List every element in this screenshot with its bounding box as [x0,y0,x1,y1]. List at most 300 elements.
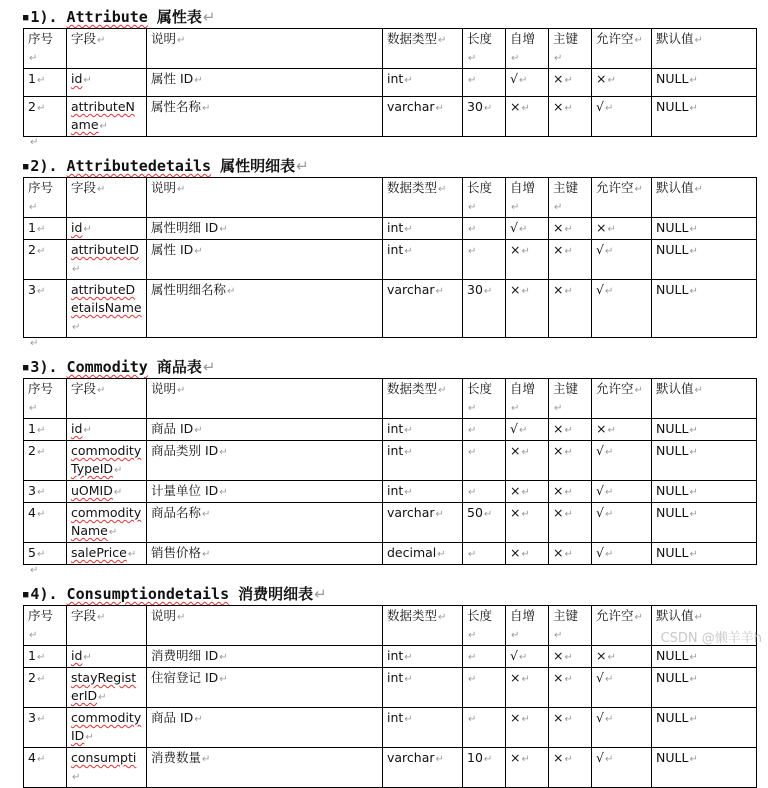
header-label: 主键 [553,31,579,46]
cell-value: 商品 ID [151,710,194,725]
table-header-row [24,178,757,218]
return-mark-icon: ↵ [114,465,123,476]
return-mark-icon: ↵ [438,184,447,195]
return-mark-icon: ↵ [113,487,123,498]
return-mark-icon: ↵ [564,447,573,458]
cell-value: √ [510,648,518,663]
cell-value: NULL [656,71,689,86]
return-mark-icon: ↵ [36,487,46,498]
cell-default [652,748,757,788]
header-cell [652,29,757,69]
return-mark-icon: ↵ [689,425,698,436]
cell-default [652,668,757,708]
cell-value: × [510,710,521,725]
header-cell [383,29,463,69]
cell-value: int [387,220,404,235]
return-mark-icon: ↵ [194,75,203,86]
cell-value: NULL [656,443,689,458]
cell-value: NULL [656,710,689,725]
header-cell [67,29,147,69]
return-mark-icon: ↵ [694,612,703,623]
return-mark-icon: ↵ [202,549,211,560]
return-mark-icon: ↵ [694,35,703,46]
return-mark-icon: ↵ [689,103,698,114]
header-label: 允许空 [596,180,634,195]
cell-value: √ [510,71,518,86]
return-mark-icon: ↵ [36,754,46,765]
return-mark-icon: ↵ [468,53,477,64]
header-label: 数据类型 [387,381,438,396]
return-mark-icon: ↵ [468,425,477,436]
cell-value: 2 [28,670,36,685]
section-title [23,583,768,605]
return-mark-icon: ↵ [694,385,703,396]
cell-nullable [592,218,652,240]
cell-auto [506,543,549,565]
header-label: 字段 [71,31,97,46]
return-mark-icon: ↵ [194,425,203,436]
cell-value: 30 [467,99,483,114]
return-mark-icon: ↵ [689,75,698,86]
cell-no [24,240,67,280]
header-label: 序号 [28,381,54,396]
return-mark-icon: ↵ [554,53,563,64]
return-mark-icon: ↵ [604,447,614,458]
header-label: 主键 [553,180,579,195]
cell-pk [549,419,592,441]
cell-desc [147,503,383,543]
return-mark-icon: ↵ [202,509,211,520]
header-cell [549,379,592,419]
return-mark-icon: ↵ [219,674,228,685]
cell-value: × [510,545,521,560]
return-mark-icon: ↵ [314,585,327,603]
cell-value: × [553,670,564,685]
table-row [24,419,757,441]
paragraph-mark [30,338,768,350]
cell-value: NULL [656,421,689,436]
cell-value: 属性明细 ID [151,220,219,235]
header-cell [383,379,463,419]
return-mark-icon: ↵ [438,612,447,623]
return-mark-icon: ↵ [72,264,81,275]
cell-desc [147,543,383,565]
return-mark-icon: ↵ [30,338,39,349]
header-label: 字段 [71,180,97,195]
cell-default [652,503,757,543]
return-mark-icon: ↵ [521,447,530,458]
cell-value: varchar [387,282,435,297]
cell-value: NULL [656,282,689,297]
table-row [24,240,757,280]
section-title [23,155,768,177]
return-mark-icon: ↵ [554,403,563,414]
table-row [24,748,757,788]
return-mark-icon: ↵ [689,674,698,685]
cell-value: int [387,421,404,436]
return-mark-icon: ↵ [521,246,530,257]
return-mark-icon: ↵ [694,184,703,195]
cell-nullable [592,240,652,280]
return-mark-icon: ↵ [97,35,106,46]
return-mark-icon: ↵ [29,630,38,641]
cell-field [67,481,147,503]
return-mark-icon: ↵ [634,612,643,623]
cell-pk [549,69,592,97]
watermark: CSDN @懒羊羊h [660,631,762,646]
return-mark-icon: ↵ [177,612,186,623]
cell-pk [549,543,592,565]
return-mark-icon: ↵ [634,35,643,46]
return-mark-icon: ↵ [689,509,698,520]
return-mark-icon: ↵ [437,549,446,560]
return-mark-icon: ↵ [219,224,228,235]
cell-no [24,280,67,338]
return-mark-icon: ↵ [468,549,477,560]
cell-desc [147,419,383,441]
return-mark-icon: ↵ [604,103,614,114]
cell-nullable [592,280,652,338]
table-row [24,543,757,565]
header-cell [592,379,652,419]
cell-value: 10 [467,750,483,765]
cell-value: 商品 ID [151,421,194,436]
return-mark-icon: ↵ [564,549,573,560]
cell-nullable [592,69,652,97]
section-title-name: Attributedetails [66,157,212,175]
return-mark-icon: ↵ [468,652,477,663]
table-row [24,218,757,240]
bullet-icon: ■ [23,589,29,600]
table-header-row [24,379,757,419]
return-mark-icon: ↵ [468,246,477,257]
cell-default [652,69,757,97]
cell-value: 4 [28,505,36,520]
cell-value: int [387,443,404,458]
cell-len [463,503,506,543]
header-label: 字段 [71,608,97,623]
return-mark-icon: ↵ [404,674,413,685]
return-mark-icon: ↵ [85,732,94,743]
header-cell [506,178,549,218]
return-mark-icon: ↵ [521,714,530,725]
cell-pk [549,97,592,137]
cell-value: varchar [387,505,435,520]
return-mark-icon: ↵ [634,184,643,195]
cell-desc [147,69,383,97]
cell-type [383,503,463,543]
cell-value: int [387,648,404,663]
return-mark-icon: ↵ [468,630,477,641]
cell-pk [549,481,592,503]
return-mark-icon: ↵ [30,565,39,576]
cell-len [463,419,506,441]
header-cell [592,606,652,646]
return-mark-icon: ↵ [518,425,528,436]
header-cell [24,178,67,218]
cell-value: NULL [656,648,689,663]
header-cell [652,379,757,419]
cell-value: 3 [28,282,36,297]
cell-nullable [592,441,652,481]
return-mark-icon: ↵ [404,75,413,86]
cell-value: × [553,505,564,520]
return-mark-icon: ↵ [689,246,698,257]
cell-value: commodityID [71,710,142,743]
cell-no [24,543,67,565]
header-label: 序号 [28,31,54,46]
header-cell [506,379,549,419]
cell-value: id [71,71,83,86]
cell-default [652,240,757,280]
header-cell [67,178,147,218]
cell-field [67,218,147,240]
cell-pk [549,503,592,543]
return-mark-icon: ↵ [202,8,216,26]
cell-auto [506,218,549,240]
cell-value: NULL [656,99,689,114]
cell-no [24,218,67,240]
return-mark-icon: ↵ [29,403,38,414]
cell-value: 销售价格 [151,545,202,560]
cell-value: × [553,71,564,86]
cell-field [67,668,147,708]
cell-desc [147,441,383,481]
header-label: 自增 [510,381,536,396]
header-cell [506,606,549,646]
return-mark-icon: ↵ [404,425,413,436]
cell-nullable [592,543,652,565]
return-mark-icon: ↵ [36,549,46,560]
cell-type [383,419,463,441]
cell-nullable [592,503,652,543]
return-mark-icon: ↵ [564,714,573,725]
return-mark-icon: ↵ [435,286,444,297]
header-label: 默认值 [656,180,694,195]
cell-value: 2 [28,242,36,257]
return-mark-icon: ↵ [607,425,616,436]
cell-len [463,280,506,338]
return-mark-icon: ↵ [564,425,573,436]
return-mark-icon: ↵ [202,754,211,765]
header-cell [147,379,383,419]
cell-value: int [387,242,404,257]
cell-value: √ [596,99,604,114]
cell-default [652,708,757,748]
return-mark-icon: ↵ [194,246,203,257]
cell-value: decimal [387,545,437,560]
header-label: 长度 [467,381,493,396]
return-mark-icon: ↵ [521,487,530,498]
schema-table [23,28,757,137]
cell-desc [147,646,383,668]
return-mark-icon: ↵ [564,224,573,235]
header-label: 允许空 [596,608,634,623]
header-cell [506,29,549,69]
return-mark-icon: ↵ [438,35,447,46]
return-mark-icon: ↵ [483,286,493,297]
cell-nullable [592,748,652,788]
header-cell [463,379,506,419]
cell-no [24,668,67,708]
cell-value: 2 [28,99,36,114]
cell-value: commodityName [71,505,142,538]
section-title-prefix: 3). [30,358,67,376]
return-mark-icon: ↵ [564,103,573,114]
return-mark-icon: ↵ [689,224,698,235]
cell-value: √ [596,242,604,257]
return-mark-icon: ↵ [689,447,698,458]
header-cell [463,29,506,69]
cell-value: salePrice [71,545,127,560]
header-label: 序号 [28,608,54,623]
return-mark-icon: ↵ [604,714,614,725]
cell-nullable [592,419,652,441]
cell-value: × [510,443,521,458]
section-title-prefix: 2). [30,157,67,175]
cell-value: 属性 ID [151,242,194,257]
header-label: 说明 [151,31,177,46]
header-cell [463,178,506,218]
cell-value: 50 [467,505,483,520]
cell-type [383,543,463,565]
header-label: 默认值 [656,608,694,623]
cell-value: int [387,710,404,725]
return-mark-icon: ↵ [36,509,46,520]
cell-no [24,481,67,503]
return-mark-icon: ↵ [518,75,528,86]
return-mark-icon: ↵ [36,425,46,436]
cell-no [24,419,67,441]
cell-pk [549,240,592,280]
return-mark-icon: ↵ [97,385,106,396]
cell-type [383,748,463,788]
cell-value: × [510,750,521,765]
cell-pk [549,668,592,708]
return-mark-icon: ↵ [435,754,444,765]
header-cell [652,178,757,218]
cell-value: √ [596,505,604,520]
return-mark-icon: ↵ [177,35,186,46]
cell-value: 住宿登记 ID [151,670,219,685]
cell-no [24,748,67,788]
return-mark-icon: ↵ [483,754,493,765]
return-mark-icon: ↵ [219,487,228,498]
cell-value: commodityTypeID [71,443,142,476]
header-label: 默认值 [656,381,694,396]
cell-value: 商品名称 [151,505,202,520]
cell-value: × [553,545,564,560]
cell-default [652,481,757,503]
return-mark-icon: ↵ [468,674,477,685]
cell-pk [549,748,592,788]
return-mark-icon: ↵ [521,549,530,560]
cell-value: × [553,242,564,257]
return-mark-icon: ↵ [36,714,46,725]
cell-value: NULL [656,750,689,765]
cell-field [67,240,147,280]
cell-no [24,503,67,543]
return-mark-icon: ↵ [521,509,530,520]
table-row [24,69,757,97]
cell-nullable [592,668,652,708]
section-title-prefix: 4). [30,585,67,603]
return-mark-icon: ↵ [518,224,528,235]
return-mark-icon: ↵ [36,447,46,458]
header-label: 说明 [151,608,177,623]
return-mark-icon: ↵ [564,75,573,86]
header-cell [383,606,463,646]
cell-value: attributeDetailsName [71,282,142,315]
cell-value: 消费明细 ID [151,648,219,663]
return-mark-icon: ↵ [404,224,413,235]
cell-value: 1 [28,71,36,86]
header-label: 序号 [28,180,54,195]
cell-len [463,668,506,708]
return-mark-icon: ↵ [296,157,309,175]
cell-value: × [510,483,521,498]
return-mark-icon: ↵ [564,674,573,685]
cell-field [67,748,147,788]
return-mark-icon: ↵ [36,674,46,685]
header-label: 字段 [71,381,97,396]
cell-desc [147,748,383,788]
cell-value: × [553,710,564,725]
header-cell [549,29,592,69]
cell-value: × [553,421,564,436]
cell-value: 消费数量 [151,750,202,765]
cell-len [463,69,506,97]
cell-value: varchar [387,750,435,765]
cell-value: 属性名称 [151,99,202,114]
cell-value: NULL [656,545,689,560]
return-mark-icon: ↵ [83,425,92,436]
return-mark-icon: ↵ [689,652,698,663]
return-mark-icon: ↵ [554,630,563,641]
cell-type [383,97,463,137]
header-label: 长度 [467,31,493,46]
header-cell [383,178,463,218]
cell-auto [506,748,549,788]
cell-value: × [510,242,521,257]
cell-value: int [387,71,404,86]
cell-value: 计量单位 ID [151,483,219,498]
return-mark-icon: ↵ [604,286,614,297]
return-mark-icon: ↵ [604,487,614,498]
cell-default [652,441,757,481]
cell-auto [506,97,549,137]
return-mark-icon: ↵ [83,224,92,235]
section-title-cn: 属性表 [147,8,202,26]
table-row [24,481,757,503]
return-mark-icon: ↵ [564,754,573,765]
header-label: 自增 [510,31,536,46]
schema-table [23,605,757,788]
header-label: 数据类型 [387,31,438,46]
header-label: 允许空 [596,31,634,46]
cell-value: × [596,648,607,663]
section-title-cn: 商品表 [147,358,202,376]
cell-len [463,441,506,481]
return-mark-icon: ↵ [219,447,228,458]
cell-value: id [71,220,83,235]
return-mark-icon: ↵ [177,184,186,195]
return-mark-icon: ↵ [521,103,530,114]
cell-field [67,441,147,481]
cell-value: × [553,99,564,114]
return-mark-icon: ↵ [404,246,413,257]
return-mark-icon: ↵ [29,53,38,64]
